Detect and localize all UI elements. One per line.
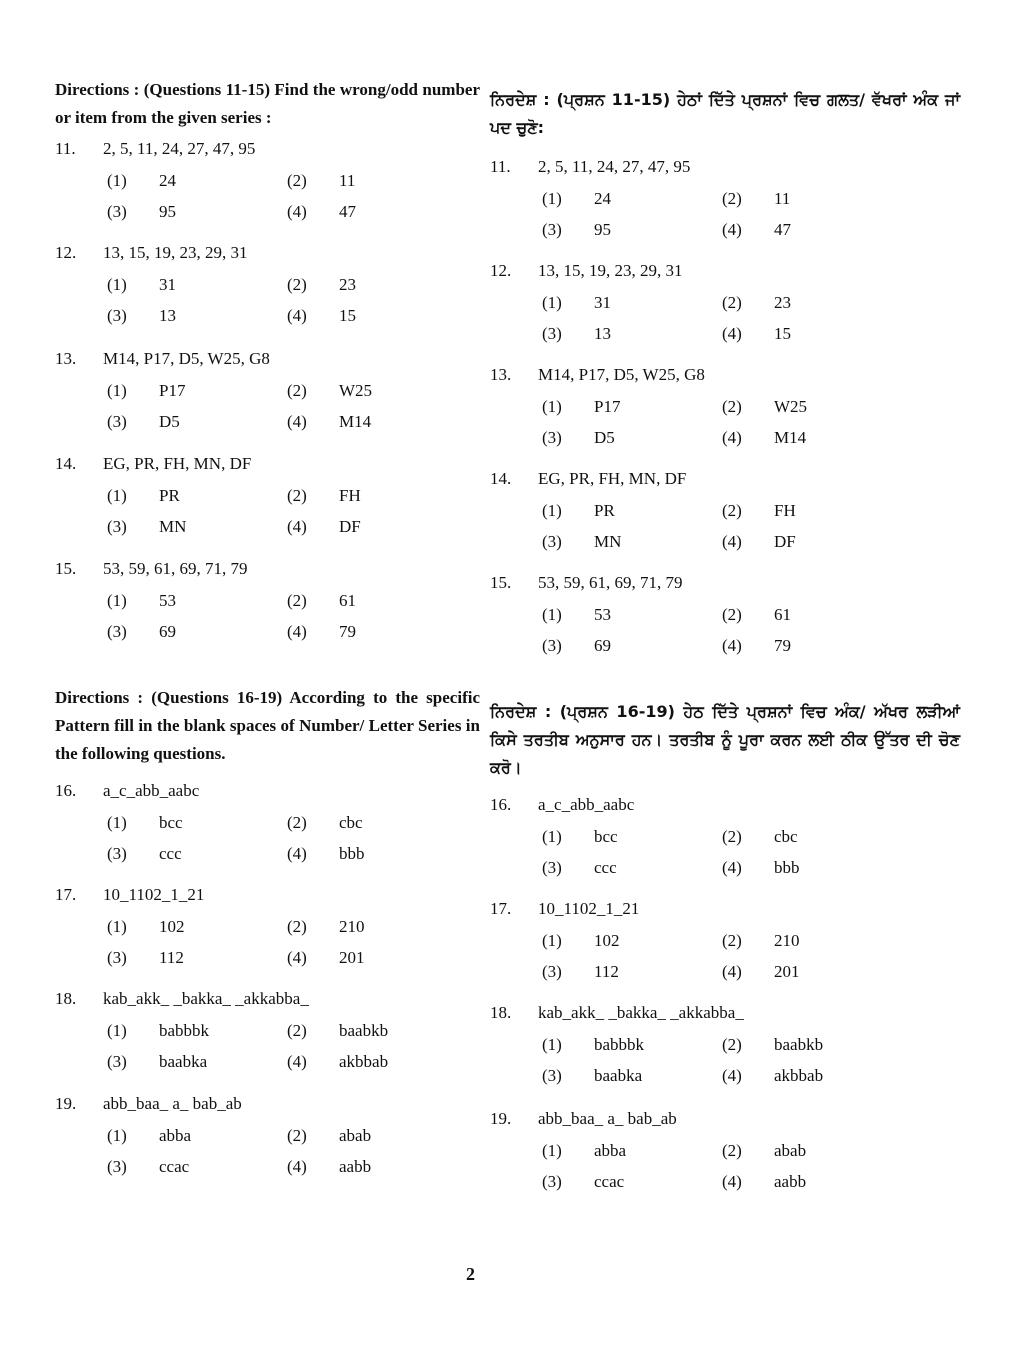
option-label: (3) xyxy=(107,1052,127,1071)
option-value: bbb xyxy=(339,844,365,863)
option-label: (4) xyxy=(722,1172,742,1191)
option-value: 61 xyxy=(339,591,356,610)
question-number: 12. xyxy=(55,243,77,262)
question-text: kab_akk_ _bakka_ _akkabba_ xyxy=(538,1003,744,1022)
option-value: FH xyxy=(339,486,361,505)
option-label: (2) xyxy=(722,293,742,312)
question xyxy=(55,136,480,225)
option-value: bbb xyxy=(774,858,800,877)
option-label: (4) xyxy=(287,844,307,863)
option-label: (3) xyxy=(107,1157,127,1176)
option-label: (4) xyxy=(722,1066,742,1085)
question-header xyxy=(55,778,480,804)
option-label: (1) xyxy=(107,275,127,294)
option-value: 79 xyxy=(774,636,791,655)
option-value: baabka xyxy=(159,1052,208,1071)
option-label: (2) xyxy=(722,1035,742,1054)
option-label: (1) xyxy=(542,501,562,520)
question xyxy=(55,1091,480,1180)
option-label: (2) xyxy=(287,381,307,400)
option-label: (4) xyxy=(287,517,307,536)
option-label: (2) xyxy=(287,171,307,190)
option-value: 210 xyxy=(339,917,365,936)
options-grid xyxy=(107,1122,480,1180)
option-value: babbbk xyxy=(159,1021,210,1040)
option-value: abba xyxy=(159,1126,192,1145)
options-grid xyxy=(542,289,960,347)
option-value: 95 xyxy=(159,202,176,221)
option-value: 13 xyxy=(594,324,611,343)
options-grid xyxy=(542,393,960,451)
option-label: (1) xyxy=(542,605,562,624)
question-header xyxy=(490,896,960,922)
option-label: (3) xyxy=(542,532,562,551)
option-value: D5 xyxy=(594,428,615,447)
option-value: bcc xyxy=(594,827,618,846)
question-header xyxy=(490,1000,960,1026)
option-label: (1) xyxy=(107,171,127,190)
option-value: 201 xyxy=(774,962,800,981)
question xyxy=(490,466,960,555)
option-label: (4) xyxy=(722,636,742,655)
option-value: akbbab xyxy=(774,1066,824,1085)
directions-text: ਨਿਰਦੇਸ਼ : (ਪ੍ਰਸ਼ਨ 16-19) ਹੇਠ ਦਿੱਤੇ ਪ੍ਰਸ਼ਨਾਂ ਵਿਚ ਅੰਕ/ ਅੱਖਰ ਲੜੀਆਂ ਕਿਸੇ ਤਰਤੀਬ ਅਨੁਸਾਰ ਹਨ। ਤਰਤੀਬ ਨੂੰ ਪੂਰਾ ਕਰਨ ਲਈ ਠੀਕ ਉੱਤਰ ਦੀ ਚੋਣ ਕਰੋ। xyxy=(490,702,960,777)
question-text: 13, 15, 19, 23, 29, 31 xyxy=(103,243,248,262)
option-value: M14 xyxy=(774,428,807,447)
option-value: 11 xyxy=(774,189,791,208)
options-grid xyxy=(107,482,480,540)
question xyxy=(55,556,480,645)
option-label: (1) xyxy=(542,1035,562,1054)
option-label: (3) xyxy=(542,324,562,343)
option-value: cbc xyxy=(339,813,363,832)
option-value: baabkb xyxy=(339,1021,389,1040)
option-label: (4) xyxy=(722,858,742,877)
directions-11-15 xyxy=(490,86,960,142)
option-label: (2) xyxy=(722,397,742,416)
options-grid xyxy=(542,497,960,555)
option-label: (3) xyxy=(107,202,127,221)
question-number: 12. xyxy=(490,261,512,280)
question-header xyxy=(490,792,960,818)
option-label: (4) xyxy=(287,1052,307,1071)
question-number: 19. xyxy=(55,1094,77,1113)
option-value: abab xyxy=(774,1141,807,1160)
option-label: (1) xyxy=(107,917,127,936)
option-value: 61 xyxy=(774,605,791,624)
question-header xyxy=(490,154,960,180)
question-header xyxy=(490,466,960,492)
question-text: EG, PR, FH, MN, DF xyxy=(103,454,252,473)
option-value: ccc xyxy=(159,844,182,863)
option-value: 79 xyxy=(339,622,356,641)
option-value: 23 xyxy=(774,293,791,312)
option-label: (2) xyxy=(287,486,307,505)
question-header xyxy=(55,1091,480,1117)
question-text: EG, PR, FH, MN, DF xyxy=(538,469,687,488)
option-label: (3) xyxy=(107,306,127,325)
option-value: 201 xyxy=(339,948,365,967)
option-value: 13 xyxy=(159,306,176,325)
option-value: babbbk xyxy=(594,1035,645,1054)
question-header xyxy=(55,346,480,372)
question-text: kab_akk_ _bakka_ _akkabba_ xyxy=(103,989,309,1008)
question-header xyxy=(490,258,960,284)
options-grid xyxy=(542,1031,960,1089)
option-label: (2) xyxy=(722,189,742,208)
option-label: (1) xyxy=(542,931,562,950)
question-header xyxy=(490,570,960,596)
page-number: 2 xyxy=(466,1264,475,1284)
question-number: 18. xyxy=(490,1003,512,1022)
options-grid xyxy=(107,167,480,225)
option-value: P17 xyxy=(594,397,621,416)
directions-text: Directions : (Questions 16-19) According to the specific Pattern fill in the blank spaces of Number/ Letter Series in the following questions. xyxy=(55,688,480,763)
question-number: 13. xyxy=(490,365,512,384)
option-value: 11 xyxy=(339,171,356,190)
option-label: (3) xyxy=(542,858,562,877)
option-value: 53 xyxy=(594,605,611,624)
question-text: 53, 59, 61, 69, 71, 79 xyxy=(103,559,248,578)
option-value: PR xyxy=(159,486,180,505)
option-value: 95 xyxy=(594,220,611,239)
question xyxy=(490,258,960,347)
option-value: akbbab xyxy=(339,1052,389,1071)
option-label: (3) xyxy=(542,1066,562,1085)
option-label: (1) xyxy=(107,1126,127,1145)
option-label: (1) xyxy=(542,189,562,208)
question xyxy=(55,451,480,540)
option-value: ccac xyxy=(594,1172,625,1191)
question-text: 10_1102_1_21 xyxy=(538,899,640,918)
option-value: abba xyxy=(594,1141,627,1160)
option-value: aabb xyxy=(339,1157,372,1176)
question xyxy=(490,154,960,243)
options-grid xyxy=(542,927,960,985)
options-grid xyxy=(107,587,480,645)
option-label: (4) xyxy=(287,622,307,641)
option-value: FH xyxy=(774,501,796,520)
option-label: (3) xyxy=(542,636,562,655)
question-number: 15. xyxy=(55,559,77,578)
option-value: ccc xyxy=(594,858,617,877)
option-label: (2) xyxy=(722,501,742,520)
option-label: (1) xyxy=(107,381,127,400)
options-grid xyxy=(542,185,960,243)
question xyxy=(490,1106,960,1195)
option-label: (2) xyxy=(287,1126,307,1145)
question-text: 53, 59, 61, 69, 71, 79 xyxy=(538,573,683,592)
question-text: a_c_abb_aabc xyxy=(103,781,200,800)
question xyxy=(55,882,480,971)
question-header xyxy=(55,240,480,266)
option-value: M14 xyxy=(339,412,372,431)
option-label: (4) xyxy=(722,220,742,239)
option-label: (4) xyxy=(287,412,307,431)
question xyxy=(55,986,480,1075)
option-value: 47 xyxy=(339,202,356,221)
option-label: (4) xyxy=(287,306,307,325)
options-grid xyxy=(107,377,480,435)
question-header xyxy=(490,362,960,388)
option-label: (1) xyxy=(542,293,562,312)
options-grid xyxy=(107,1017,480,1075)
option-label: (3) xyxy=(542,220,562,239)
question-text: 10_1102_1_21 xyxy=(103,885,205,904)
question-text: a_c_abb_aabc xyxy=(538,795,635,814)
option-label: (4) xyxy=(287,948,307,967)
option-label: (2) xyxy=(287,813,307,832)
option-label: (2) xyxy=(722,1141,742,1160)
option-label: (3) xyxy=(107,622,127,641)
question xyxy=(490,896,960,985)
directions-11-15 xyxy=(55,76,480,132)
option-value: 112 xyxy=(159,948,184,967)
question-text: abb_baa_ a_ bab_ab xyxy=(103,1094,242,1113)
option-label: (4) xyxy=(722,324,742,343)
question xyxy=(490,792,960,881)
option-value: 31 xyxy=(594,293,611,312)
option-value: MN xyxy=(594,532,622,551)
question-text: abb_baa_ a_ bab_ab xyxy=(538,1109,677,1128)
question xyxy=(490,570,960,659)
question-text: M14, P17, D5, W25, G8 xyxy=(538,365,705,384)
question-number: 15. xyxy=(490,573,512,592)
option-label: (2) xyxy=(722,827,742,846)
question-header xyxy=(55,986,480,1012)
option-label: (2) xyxy=(287,917,307,936)
option-label: (1) xyxy=(107,813,127,832)
option-label: (1) xyxy=(107,591,127,610)
option-label: (3) xyxy=(542,1172,562,1191)
option-value: abab xyxy=(339,1126,372,1145)
option-value: baabkb xyxy=(774,1035,824,1054)
option-value: PR xyxy=(594,501,615,520)
option-label: (1) xyxy=(542,827,562,846)
options-grid xyxy=(107,271,480,329)
option-label: (3) xyxy=(107,948,127,967)
question-header xyxy=(55,451,480,477)
option-value: P17 xyxy=(159,381,186,400)
option-value: DF xyxy=(774,532,796,551)
directions-16-19 xyxy=(490,698,960,782)
options-grid xyxy=(542,601,960,659)
option-label: (2) xyxy=(287,1021,307,1040)
question xyxy=(490,1000,960,1089)
option-value: 69 xyxy=(594,636,611,655)
option-value: 102 xyxy=(159,917,185,936)
option-label: (3) xyxy=(107,412,127,431)
option-label: (3) xyxy=(107,844,127,863)
option-label: (1) xyxy=(542,397,562,416)
directions-16-19 xyxy=(55,684,480,768)
option-label: (1) xyxy=(107,486,127,505)
option-label: (4) xyxy=(722,962,742,981)
option-label: (2) xyxy=(722,605,742,624)
option-label: (1) xyxy=(542,1141,562,1160)
option-value: 47 xyxy=(774,220,791,239)
option-value: DF xyxy=(339,517,361,536)
option-label: (3) xyxy=(542,962,562,981)
options-grid xyxy=(542,823,960,881)
option-value: cbc xyxy=(774,827,798,846)
option-value: 112 xyxy=(594,962,619,981)
option-label: (4) xyxy=(722,532,742,551)
question-number: 11. xyxy=(490,157,511,176)
option-label: (3) xyxy=(542,428,562,447)
option-label: (1) xyxy=(107,1021,127,1040)
option-value: 24 xyxy=(159,171,176,190)
option-value: MN xyxy=(159,517,187,536)
option-value: bcc xyxy=(159,813,183,832)
directions-text: ਨਿਰਦੇਸ਼ : (ਪ੍ਰਸ਼ਨ 11-15) ਹੇਠਾਂ ਦਿੱਤੇ ਪ੍ਰਸ਼ਨਾਂ ਵਿਚ ਗਲਤ/ ਵੱਖਰਾਂ ਅੰਕ ਜਾਂ ਪਦ ਚੁਣੋ: xyxy=(490,90,960,137)
question-header xyxy=(55,136,480,162)
option-label: (2) xyxy=(287,275,307,294)
question-text: M14, P17, D5, W25, G8 xyxy=(103,349,270,368)
option-label: (2) xyxy=(722,931,742,950)
question xyxy=(490,362,960,451)
question-number: 18. xyxy=(55,989,77,1008)
option-value: 23 xyxy=(339,275,356,294)
question-number: 17. xyxy=(490,899,512,918)
question-number: 11. xyxy=(55,139,76,158)
option-label: (4) xyxy=(287,202,307,221)
option-label: (2) xyxy=(287,591,307,610)
directions-text: Directions : (Questions 11-15) Find the wrong/odd number or item from the given series : xyxy=(55,80,480,127)
question-number: 16. xyxy=(55,781,77,800)
question xyxy=(55,778,480,867)
option-value: 31 xyxy=(159,275,176,294)
question-header xyxy=(55,556,480,582)
options-grid xyxy=(107,913,480,971)
question-number: 13. xyxy=(55,349,77,368)
option-value: 210 xyxy=(774,931,800,950)
option-value: 102 xyxy=(594,931,620,950)
question-number: 14. xyxy=(55,454,77,473)
option-value: 53 xyxy=(159,591,176,610)
option-value: 15 xyxy=(339,306,356,325)
question-number: 14. xyxy=(490,469,512,488)
options-grid xyxy=(542,1137,960,1195)
question-text: 2, 5, 11, 24, 27, 47, 95 xyxy=(103,139,256,158)
question-text: 2, 5, 11, 24, 27, 47, 95 xyxy=(538,157,691,176)
question-number: 19. xyxy=(490,1109,512,1128)
option-label: (3) xyxy=(107,517,127,536)
option-label: (4) xyxy=(287,1157,307,1176)
question-number: 17. xyxy=(55,885,77,904)
options-grid xyxy=(107,809,480,867)
option-value: D5 xyxy=(159,412,180,431)
question-header xyxy=(490,1106,960,1132)
option-value: 15 xyxy=(774,324,791,343)
question xyxy=(55,346,480,435)
option-value: ccac xyxy=(159,1157,190,1176)
question xyxy=(55,240,480,329)
question-number: 16. xyxy=(490,795,512,814)
question-text: 13, 15, 19, 23, 29, 31 xyxy=(538,261,683,280)
option-label: (4) xyxy=(722,428,742,447)
option-value: W25 xyxy=(339,381,373,400)
option-value: aabb xyxy=(774,1172,807,1191)
option-value: 24 xyxy=(594,189,611,208)
option-value: W25 xyxy=(774,397,808,416)
question-header xyxy=(55,882,480,908)
option-value: baabka xyxy=(594,1066,643,1085)
option-value: 69 xyxy=(159,622,176,641)
